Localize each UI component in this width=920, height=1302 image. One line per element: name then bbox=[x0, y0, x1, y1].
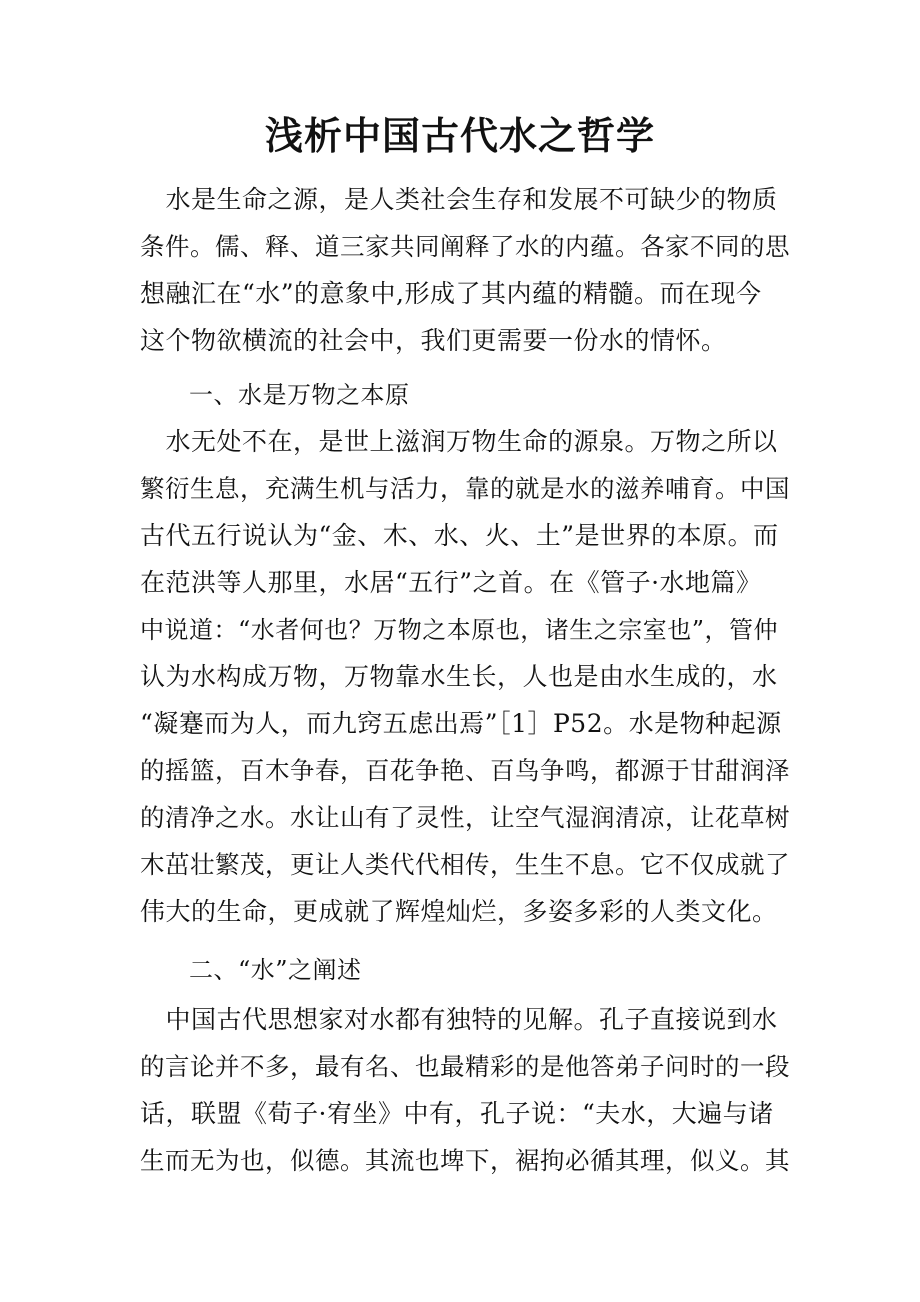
paragraph-line: 木茁壮繁茂，更让人类代代相传，生生不息。它不仅成就了 bbox=[140, 850, 790, 879]
paragraph-line: 认为水构成万物，万物靠水生长，人也是由水生成的，水 bbox=[140, 662, 778, 691]
paragraph-line: 水无处不在，是世上滋润万物生命的源泉。万物之所以 bbox=[140, 427, 778, 456]
paragraph-line: 中说道：“水者何也？万物之本原也，诸生之宗室也”，管仲 bbox=[140, 616, 779, 644]
paragraph-line: 伟大的生命，更成就了辉煌灿烂，多姿多彩的人类文化。 bbox=[140, 897, 778, 926]
paragraph-line: “凝蹇而为人，而九窍五虑出焉”［1］P52。水是物种起源 bbox=[140, 709, 782, 738]
paragraph-line: 水是生命之源，是人类社会生存和发展不可缺少的物质 bbox=[140, 185, 778, 214]
paragraph-line: 繁衍生息，充满生机与活力，靠的就是水的滋养哺育。中国 bbox=[140, 474, 790, 503]
section-heading: 二、“水”之阐述 bbox=[140, 956, 362, 984]
document-title: 浅析中国古代水之哲学 bbox=[264, 113, 655, 158]
section-heading: 一、水是万物之本原 bbox=[140, 381, 410, 409]
paragraph-line: 的摇篮，百木争春，百花争艳、百鸟争鸣，都源于甘甜润泽 bbox=[140, 756, 790, 785]
paragraph-line: 生而无为也，似德。其流也埤下，裾拘必循其理，似义。其 bbox=[140, 1146, 790, 1175]
paragraph-line: 想融汇在“水”的意象中,形成了其内蕴的精髓。而在现今 bbox=[140, 279, 762, 308]
paragraph-line: 这个物欲横流的社会中，我们更需要一份水的情怀。 bbox=[140, 326, 727, 355]
paragraph-line: 的清净之水。水让山有了灵性，让空气湿润清凉，让花草树 bbox=[140, 803, 790, 832]
paragraph-line: 话，联盟《荀子·宥坐》中有，孔子说：“夫水，大遍与诸 bbox=[140, 1099, 774, 1128]
paragraph-line: 条件。儒、释、道三家共同阐释了水的内蕴。各家不同的思 bbox=[140, 232, 790, 261]
paragraph-line: 中国古代思想家对水都有独特的见解。孔子直接说到水 bbox=[140, 1005, 778, 1034]
paragraph-line: 的言论并不多，最有名、也最精彩的是他答弟子问时的一段 bbox=[140, 1052, 790, 1081]
paragraph-line: 在范洪等人那里，水居“五行”之首。在《管子·水地篇》 bbox=[140, 568, 762, 597]
paragraph-line: 古代五行说认为“金、木、水、火、土”是世界的本原。而 bbox=[140, 521, 779, 550]
